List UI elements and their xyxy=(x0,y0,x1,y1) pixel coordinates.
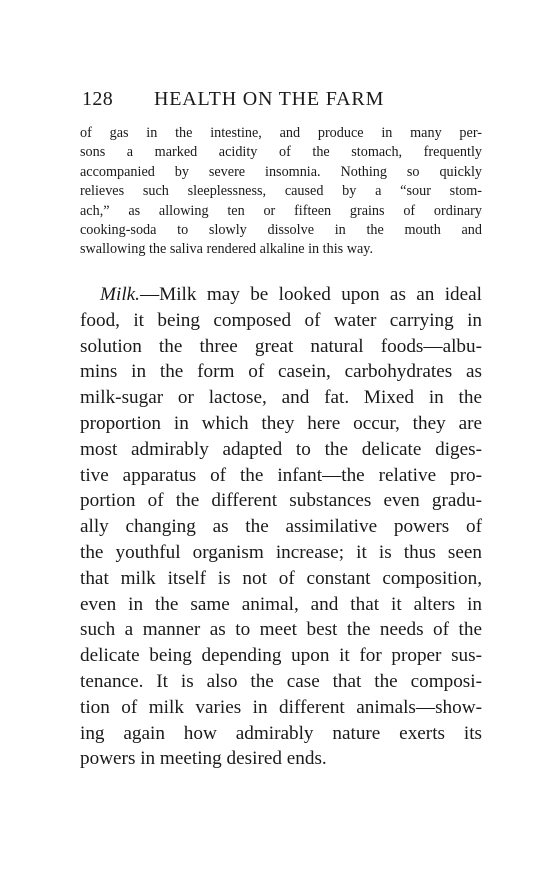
text-line: that milk itself is not of constant composition, xyxy=(80,567,482,589)
text-line: food, it being composed of water carrying in xyxy=(80,309,482,331)
text-line: the youthful organism increase; it is thus seen xyxy=(80,541,482,563)
text-line: even in the same animal, and that it alters in xyxy=(80,593,482,615)
text-line-rest: —Milk may be looked upon as an ideal xyxy=(139,284,482,305)
page-number: 128 xyxy=(82,88,114,110)
text-line: proportion in which they here occur, they are xyxy=(80,412,482,434)
text-line: swallowing the saliva rendered alkaline in this way. xyxy=(80,241,373,258)
text-line: portion of the different substances even gradu- xyxy=(80,490,482,512)
page-header xyxy=(82,86,482,112)
text-line: ally changing as the assimilative powers of xyxy=(80,516,482,538)
text-line: tion of milk varies in different animals—show- xyxy=(80,696,482,718)
text-line: ing again how admirably nature exerts its xyxy=(80,722,482,744)
text-line: delicate being depending upon it for proper sus- xyxy=(80,645,482,667)
milk-heading: Milk. xyxy=(100,284,140,305)
text-line: most admirably adapted to the delicate diges- xyxy=(80,438,482,460)
text-line: relieves such sleeplessness, caused by a “sour stom- xyxy=(80,183,482,200)
running-head: HEALTH ON THE FARM xyxy=(154,88,385,110)
text-line: solution the three great natural foods—albu- xyxy=(80,335,482,357)
text-line: cooking-soda to slowly dissolve in the mouth and xyxy=(80,222,482,239)
text-line: powers in meeting desired ends. xyxy=(80,748,327,770)
text-line: milk-sugar or lactose, and fat. Mixed in the xyxy=(80,387,482,409)
text-line: tive apparatus of the infant—the relative pro- xyxy=(80,464,482,486)
text-line: accompanied by severe insomnia. Nothing so quickly xyxy=(80,163,482,180)
text-line: such a manner as to meet best the needs of the xyxy=(80,619,482,641)
text-line: tenance. It is also the case that the composi- xyxy=(80,670,482,692)
text-line xyxy=(80,282,482,308)
text-line: ach,” as allowing ten or fifteen grains of ordinary xyxy=(80,202,482,219)
text-line: of gas in the intestine, and produce in many per- xyxy=(80,125,482,141)
small-print-paragraph xyxy=(80,124,482,260)
text-line: mins in the form of casein, carbohydrates as xyxy=(80,361,482,383)
text-line: sons a marked acidity of the stomach, frequently xyxy=(80,144,482,161)
milk-paragraph xyxy=(80,282,482,772)
